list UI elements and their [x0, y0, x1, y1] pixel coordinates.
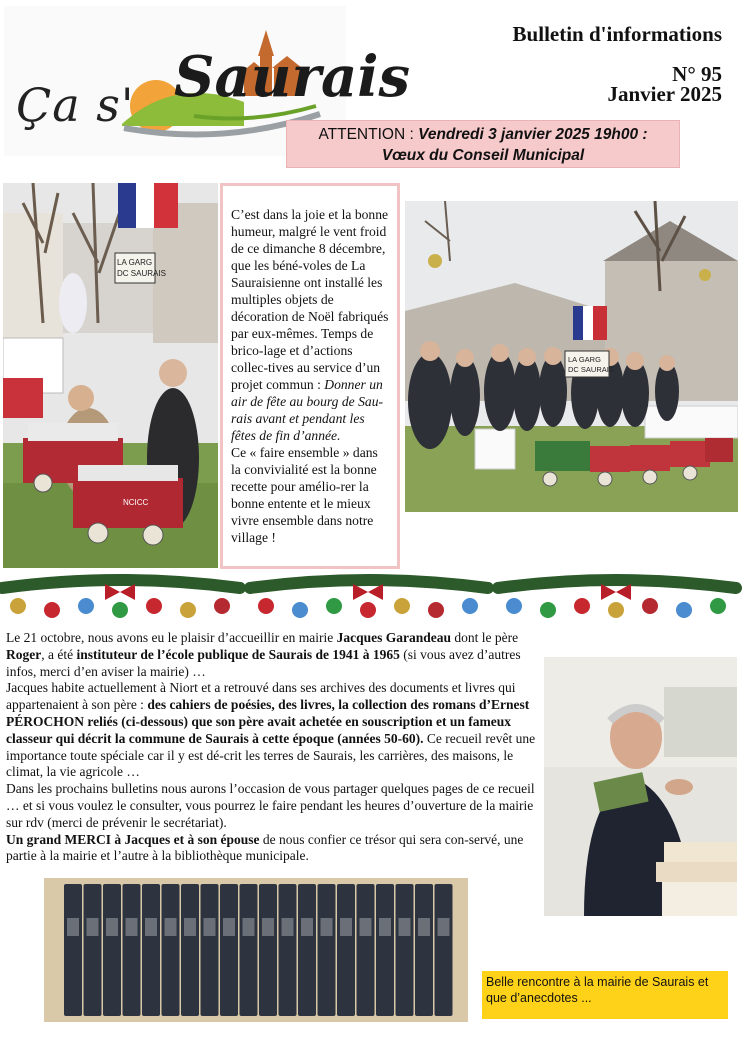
ornament-bauble	[676, 602, 692, 618]
article-text: de nous confier ce trésor qui sera con-servé, une partie à la mairie et l’autre à la bibliothèque municipale.	[6, 831, 524, 864]
bulletin-title: Bulletin d'informations	[512, 22, 722, 46]
book-spine	[181, 884, 199, 1016]
garland-bough	[498, 580, 736, 588]
article-bold-text: instituteur de l’école publique de Saurais de 1941 à 1965	[76, 646, 400, 662]
ornament-bauble	[462, 598, 478, 614]
svg-text:DC SAURAIS: DC SAURAIS	[568, 365, 614, 374]
book-spine	[240, 884, 258, 1016]
ornament-bauble	[360, 602, 376, 618]
logo-text-right: Saurais	[174, 44, 411, 110]
book-spine-label	[126, 918, 138, 936]
book-spine-label	[145, 918, 157, 936]
book-spine-label	[321, 918, 333, 936]
book-spine	[84, 884, 102, 1016]
book-spine-label	[184, 918, 196, 936]
article-text: dont le père	[451, 630, 519, 645]
book-spine-label	[106, 918, 118, 936]
garland-segment	[2, 580, 736, 618]
book-spine-label	[67, 918, 79, 936]
ornament-bauble	[394, 598, 410, 614]
book-spine-label	[438, 918, 450, 936]
article-bold-name: Roger	[6, 646, 42, 662]
article-text: Ce recueil revêt une importance toute spéciale car il y est dé-crit les terres de Saurais, les carrières, des maisons, le climat, la vie agricole …	[6, 730, 536, 780]
story-p2: Ce « faire ensemble » dans la convivialité est la bonne recette pour amélio-rer la bonne entente et le mieux vivre ensemble dans notre village !	[231, 445, 378, 545]
ornament-bauble	[112, 602, 128, 618]
ornament-bauble	[180, 602, 196, 618]
book-spine-label	[87, 918, 99, 936]
sign-left-text: LA GARG	[117, 258, 153, 267]
garland-bough	[250, 580, 488, 588]
book-spine-label	[340, 918, 352, 936]
logo-text-left: Ça s'	[16, 78, 135, 132]
book-spine	[103, 884, 121, 1016]
book-spine-label	[165, 918, 177, 936]
book-spine	[415, 884, 433, 1016]
photo-group-decorations	[405, 201, 738, 512]
photo-jacques-garandeau	[544, 657, 737, 916]
book-spine-label	[301, 918, 313, 936]
article-text: Jacques habite actuellement à Niort et a retrouvé dans ses archives des documents et livres qui appartenaient à son père :	[6, 680, 516, 713]
article-paragraph-1	[6, 630, 540, 680]
photo-perochon-books	[44, 878, 468, 1022]
article-paragraph-4	[6, 832, 540, 866]
book-spine	[220, 884, 238, 1016]
ribbon-bow	[105, 584, 135, 600]
event-title: Vœux du Conseil Municipal	[381, 147, 585, 164]
book-spine-label	[243, 918, 255, 936]
attention-label: ATTENTION :	[318, 126, 419, 143]
sign-right-text: LA GARG	[568, 355, 601, 364]
ornament-bauble	[258, 598, 274, 614]
book-spine	[357, 884, 375, 1016]
book-spine	[318, 884, 336, 1016]
book-spine	[435, 884, 453, 1016]
book-spine	[396, 884, 414, 1016]
ornament-bauble	[540, 602, 556, 618]
article-paragraph-3: Dans les prochains bulletins nous aurons l’occasion de vous partager quelques pages de ce recueil … et si vous voulez le consulter, vous pourrez le faire pendant les heures d’ouverture de la mairie sur rdv (merci de prévenir le secrétariat).	[6, 781, 535, 830]
photo-volunteers-train	[3, 183, 218, 568]
story-p1-italic: Donner un air de fête au bourg de Sau-rais avant et pendant les fêtes de fin d’année.	[231, 377, 384, 443]
issue-date: Janvier 2025	[607, 82, 722, 106]
article-bold-name: Jacques Garandeau	[336, 630, 452, 645]
book-spine-label	[399, 918, 411, 936]
article-paragraph-2	[6, 680, 540, 781]
ornament-bauble	[506, 598, 522, 614]
ornament-bauble	[710, 598, 726, 614]
ornament-bauble	[608, 602, 624, 618]
article-text: , a été	[41, 646, 77, 662]
story-text-box	[220, 183, 400, 569]
story-p1: C’est dans la joie et la bonne humeur, malgré le vent froid de ce dimanche 8 décembre, que les béné-voles de La Sauraisienne ont installé les multiples objets de décoration de Noël fabriqués par eux-mêmes. Temps de brico-lage et d’actions collec-tives au service d’un projet commun :	[231, 207, 389, 392]
attention-banner	[286, 120, 680, 168]
ornament-bauble	[326, 598, 342, 614]
book-spine	[162, 884, 180, 1016]
book-spine	[298, 884, 316, 1016]
article-bold-text: Un grand MERCI à Jacques et à son épouse	[6, 831, 260, 847]
book-spine-label	[379, 918, 391, 936]
ornament-bauble	[574, 598, 590, 614]
article-text: (si vous avez d’autres infos, merci d’en aviser la mairie) …	[6, 646, 521, 679]
garland-bough	[2, 580, 240, 588]
book-spine	[123, 884, 141, 1016]
christmas-garland	[0, 566, 744, 626]
ornament-bauble	[428, 602, 444, 618]
book-spine-label	[282, 918, 294, 936]
book-spine-label	[204, 918, 216, 936]
ornament-bauble	[78, 598, 94, 614]
article-garandeau	[6, 630, 540, 865]
ribbon-bow	[601, 584, 631, 600]
event-datetime: Vendredi 3 janvier 2025 19h00 :	[418, 126, 648, 143]
ornament-bauble	[10, 598, 26, 614]
ornament-bauble	[146, 598, 162, 614]
ornament-bauble	[214, 598, 230, 614]
photo-caption: Belle rencontre à la mairie de Saurais et que d’anecdotes ...	[482, 971, 728, 1019]
book-spine	[201, 884, 219, 1016]
story-paragraph	[231, 206, 389, 444]
article-text: Le 21 octobre, nous avons eu le plaisir d’accueillir en mairie	[6, 630, 337, 645]
book-spine-label	[223, 918, 235, 936]
ornament-bauble	[292, 602, 308, 618]
book-spine	[376, 884, 394, 1016]
ornament-bauble	[44, 602, 60, 618]
svg-text:NCICC: NCICC	[123, 498, 149, 507]
book-spine	[142, 884, 160, 1016]
book-spine	[64, 884, 82, 1016]
book-spine	[337, 884, 355, 1016]
issue-number: N° 95	[672, 62, 722, 86]
book-spine-label	[360, 918, 372, 936]
book-spine-label	[418, 918, 430, 936]
book-spine-label	[262, 918, 274, 936]
ornament-bauble	[642, 598, 658, 614]
book-spine	[279, 884, 297, 1016]
book-spine	[259, 884, 277, 1016]
article-bold-text: des cahiers de poésies, des livres, la collection des romans d’Ernest PÉROCHON reliés (ci-dessous) que son père avait achetée en souscription et un fameux classeur qui décrit la commune de Saurais à cette époque (années 50-60).	[6, 697, 530, 746]
svg-text:DC SAURAIS: DC SAURAIS	[117, 269, 166, 278]
ribbon-bow	[353, 584, 383, 600]
